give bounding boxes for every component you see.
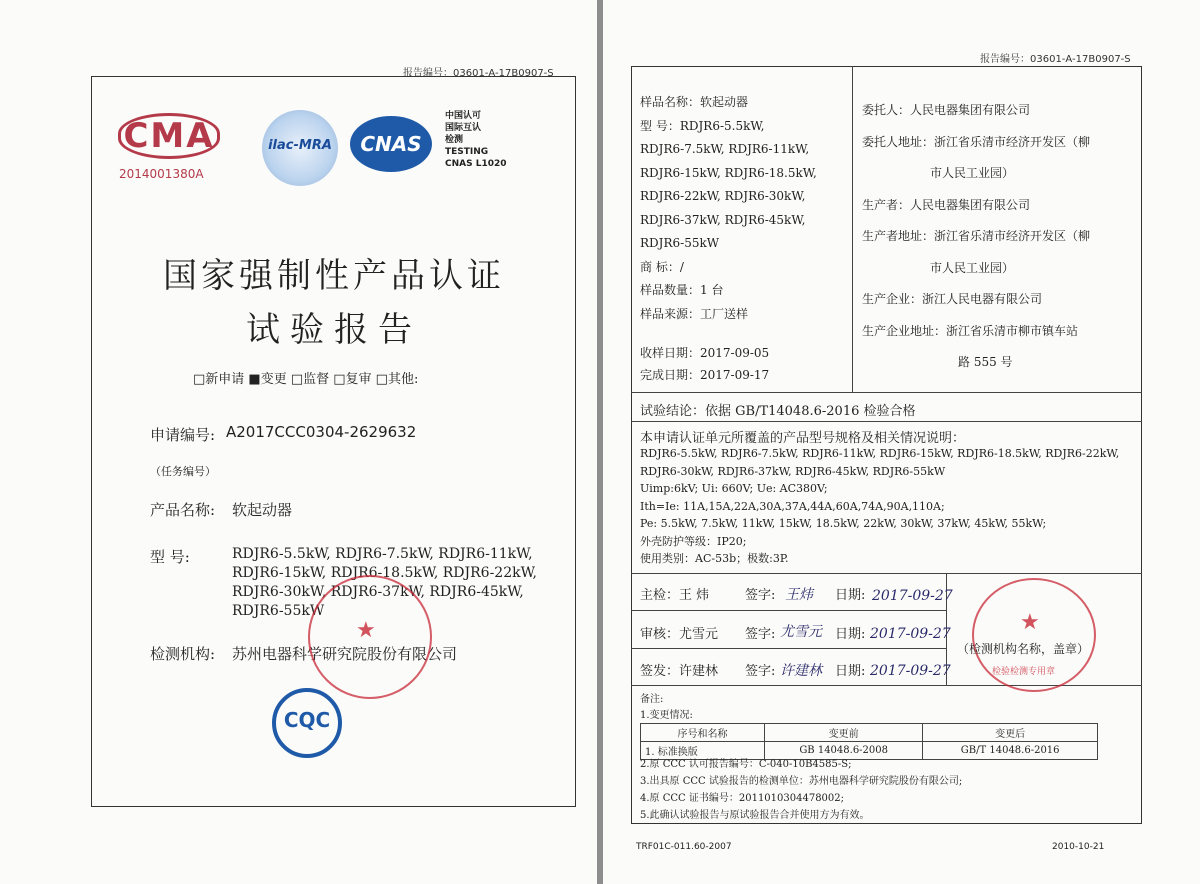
reviewer-date: 2017-09-27 [870, 626, 951, 642]
test-lab-value: 苏州电器科学研究院股份有限公司 [232, 645, 458, 663]
completed-date: 完成日期：2017-09-17 [640, 368, 770, 382]
inspector-sign-label: 签字: [745, 588, 776, 603]
issuer-role: 签发：许建林 [640, 664, 719, 679]
client-info [862, 95, 1090, 379]
report-title-line2: 试验报告 [246, 310, 422, 350]
report-number-left: 报告编号：03601-A-17B0907-S [403, 68, 554, 79]
note-line: 4.原 CCC 证书编号：2011010304478002; [640, 793, 845, 804]
divider [631, 610, 946, 611]
issuer-sign-label: 签字: [745, 664, 776, 679]
report-title-line1: 国家强制性产品认证 [163, 256, 505, 296]
change-table-header [641, 724, 1098, 742]
cqc-logo-text: CQC [283, 708, 331, 732]
coverage-details [640, 445, 1119, 568]
table-header-cell: 变更前 [765, 724, 923, 742]
note-line: 2.原 CCC 认可报告编号：C-040-10B4585-S; [640, 759, 852, 770]
reviewer-signature: 尤雪元 [780, 624, 822, 640]
coverage-line: 使用类别：AC-53b；极数:3P. [640, 552, 789, 565]
form-date: 2010-10-21 [1052, 842, 1105, 852]
client-info-line: 生产企业：浙江人民电器有限公司 [862, 292, 1043, 306]
cnas-caption-line: 中国认可 [445, 111, 482, 121]
product-name-label: 产品名称: [150, 501, 216, 519]
divider [631, 421, 1142, 422]
note-line: 5.此确认试验报告与原试验报告合并使用方为有效。 [640, 810, 870, 821]
coverage-line: Ith=Ie: 11A,15A,22A,30A,37A,44A,60A,74A,90A,110A; [640, 499, 945, 513]
table-cell: GB/T 14048.6-2016 [923, 742, 1098, 760]
cnas-caption-line: TESTING [445, 147, 489, 157]
sample-info-line: 样品名称：软起动器 [640, 95, 749, 109]
reviewer-role: 审核：尤雪元 [640, 627, 719, 642]
issuer-date-label: 日期: [835, 664, 866, 679]
model-label: 型 号: [150, 548, 190, 566]
reviewer-date-label: 日期: [835, 627, 866, 642]
model-line: RDJR6-15kW, RDJR6-18.5kW, RDJR6-22kW, [232, 565, 537, 581]
coverage-line: Pe: 5.5kW, 7.5kW, 11kW, 15kW, 18.5kW, 22kW, 30kW, 37kW, 45kW, 55kW; [640, 517, 1047, 530]
table-cell: GB 14048.6-2008 [765, 742, 923, 760]
stamp-label: （检测机构名称，盖章） [957, 642, 1090, 656]
sample-info-line: RDJR6-37kW, RDJR6-45kW, [640, 212, 806, 227]
divider [631, 648, 946, 649]
seal-star-icon: ★ [1020, 610, 1040, 635]
application-number-value: A2017CCC0304-2629632 [226, 423, 417, 441]
inspector-role: 主检：王 炜 [640, 588, 710, 603]
cnas-caption [445, 110, 507, 170]
cnas-caption-line: CNAS L1020 [445, 159, 507, 169]
divider [631, 685, 1142, 686]
table-header-cell: 序号和名称 [641, 724, 765, 742]
seal-subtext: 检验检测专用章 [992, 667, 1056, 677]
model-line: RDJR6-55kW [232, 603, 325, 619]
form-code: TRF01C-011.60-2007 [636, 842, 732, 852]
notes-change-heading: 1.变更情况: [640, 710, 693, 721]
divider [631, 392, 1142, 393]
issuer-signature: 许建林 [780, 663, 822, 679]
coverage-title: 本申请认证单元所覆盖的产品型号规格及相关情况说明： [640, 431, 966, 446]
divider [852, 66, 853, 392]
client-info-line: 生产企业地址：浙江省乐清市柳市镇车站 [862, 323, 1079, 338]
client-info-line: 生产者地址：浙江省乐清市经济开发区（柳 [862, 229, 1091, 243]
sample-info-line: 商 标：/ [640, 259, 684, 274]
seal-star-icon: ★ [356, 618, 376, 643]
task-number-label: （任务编号） [150, 465, 216, 478]
client-info-line: 路 555 号 [958, 355, 1013, 369]
note-line: 3.出具原 CCC 试验报告的检测单位：苏州电器科学研究院股份有限公司; [640, 776, 963, 787]
coverage-line: 外壳防护等级：IP20; [640, 534, 747, 548]
inspector-date-label: 日期: [835, 588, 866, 603]
sample-info [640, 91, 817, 326]
model-line: RDJR6-5.5kW, RDJR6-7.5kW, RDJR6-11kW, [232, 546, 533, 562]
client-info-line: 生产者：人民电器集团有限公司 [862, 197, 1031, 212]
application-type-options: □新申请 ■变更 □监督 □复审 □其他: [193, 372, 419, 387]
change-table [640, 723, 1098, 760]
sample-info-line: RDJR6-7.5kW, RDJR6-11kW, [640, 142, 810, 156]
cnas-logo-text: CNAS [360, 132, 422, 156]
issuer-date: 2017-09-27 [870, 663, 951, 679]
test-lab-label: 检测机构: [150, 645, 216, 663]
product-name-value: 软起动器 [232, 501, 293, 519]
sample-dates [640, 342, 769, 386]
report-number-right: 报告编号：03601-A-17B0907-S [980, 54, 1131, 65]
coverage-line: RDJR6-30kW, RDJR6-37kW, RDJR6-45kW, RDJR6-55kW [640, 464, 946, 478]
table-header-cell: 变更后 [923, 724, 1098, 742]
reviewer-sign-label: 签字: [745, 627, 776, 642]
sample-info-line: RDJR6-22kW, RDJR6-30kW, [640, 189, 806, 203]
sample-info-line: 型 号：RDJR6-5.5kW, [640, 118, 765, 133]
client-info-line: 委托人地址：浙江省乐清市经济开发区（柳 [862, 134, 1091, 149]
table-cell: 1. 标准换版 [641, 742, 765, 760]
coverage-line: Uimp:6kV; Ui: 660V; Ue: AC380V; [640, 482, 828, 495]
client-info-line: 委托人：人民电器集团有限公司 [862, 103, 1031, 117]
cma-number: 2014001380A [119, 167, 204, 181]
test-conclusion: 试验结论：依据 GB/T14048.6-2016 检验合格 [640, 404, 916, 419]
sample-info-line: 样品数量：1 台 [640, 283, 724, 297]
application-number-label: 申请编号: [150, 426, 216, 444]
notes-list [640, 756, 962, 824]
ilac-mra-text: ilac-MRA [268, 138, 332, 153]
sample-info-line: 样品来源：工厂送样 [640, 306, 749, 321]
sample-info-line: RDJR6-55kW [640, 236, 720, 250]
inspector-date: 2017-09-27 [872, 588, 953, 604]
coverage-line: RDJR6-5.5kW, RDJR6-7.5kW, RDJR6-11kW, RDJR6-15kW, RDJR6-18.5kW, RDJR6-22kW, [640, 447, 1120, 460]
divider [631, 573, 1142, 574]
cnas-caption-line: 国际互认 [445, 123, 482, 133]
received-date: 收样日期：2017-09-05 [640, 346, 770, 360]
model-line: RDJR6-30kW, RDJR6-37kW, RDJR6-45kW, [232, 584, 524, 600]
sample-info-line: RDJR6-15kW, RDJR6-18.5kW, [640, 165, 817, 180]
notes-title: 备注: [640, 694, 664, 705]
client-info-line: 市人民工业园） [930, 166, 1015, 180]
client-info-line: 市人民工业园） [930, 260, 1015, 275]
cnas-caption-line: 检测 [445, 135, 464, 145]
inspector-signature: 王炜 [785, 587, 813, 603]
cma-logo: CMA [123, 116, 215, 156]
